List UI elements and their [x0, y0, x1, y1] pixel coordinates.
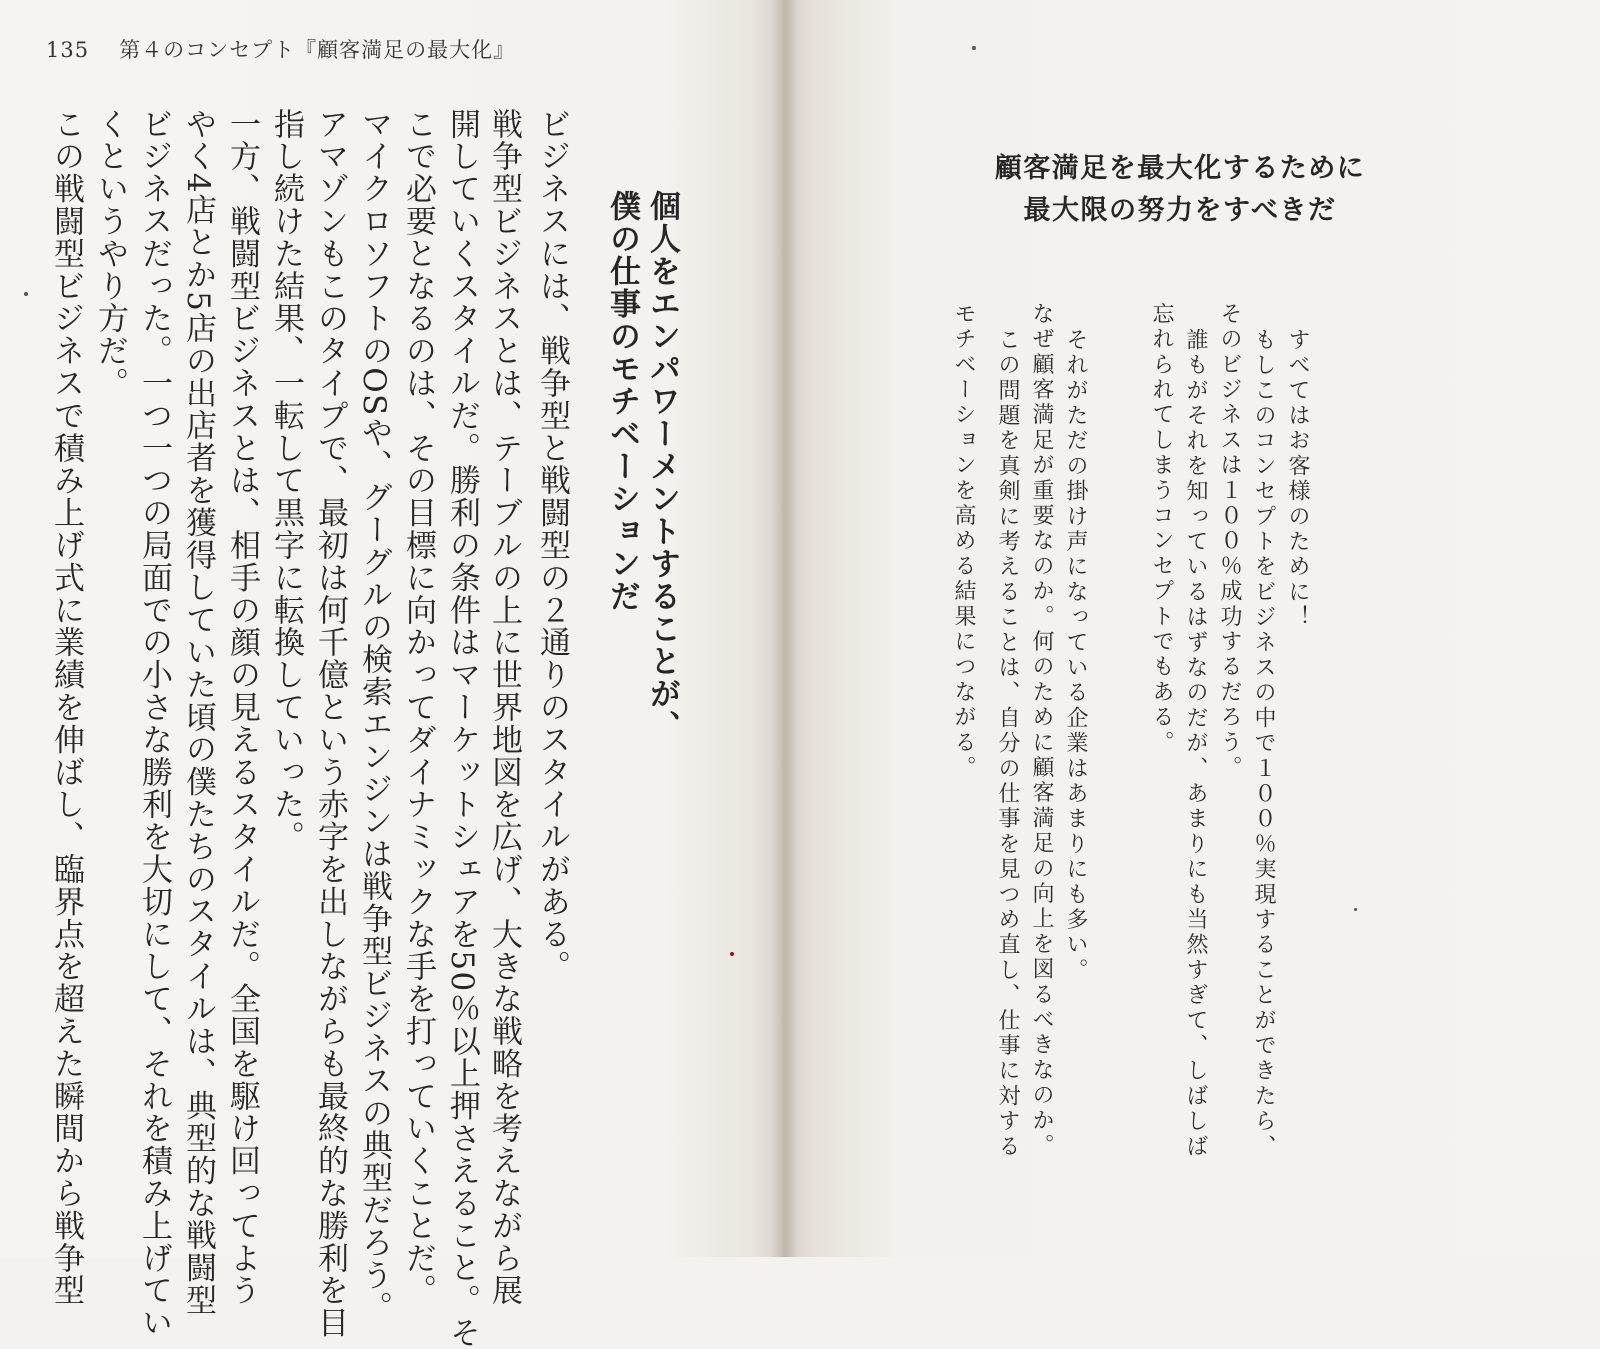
- body-line: やく4店とか5店の出店者を獲得していた頃の僕たちのスタイルは、典型的な戦闘型: [180, 108, 216, 1317]
- paper-speck: [972, 46, 976, 50]
- page-heading-line-2: 最大限の努力をすべきだ: [1023, 195, 1337, 226]
- page-heading: [900, 148, 1460, 232]
- body-line: ビジネスだった。一つ一つの局面での小さな勝利を大切にして、それを積み上げてい: [136, 108, 172, 1340]
- body-line: そのビジネスは１００％成功するだろう。: [1217, 302, 1242, 781]
- running-title: 第４のコンセプト『顧客満足の最大化』: [119, 38, 516, 62]
- page-number: 135: [46, 38, 90, 62]
- body-line: こで必要となるのは、その目標に向かってダイナミックな手を打っていくことだ。: [400, 108, 436, 1307]
- body-line: なぜ顧客満足が重要なのか。何のために顧客満足の向上を図るべきなのか。: [1029, 302, 1054, 1159]
- body-line: 忘れられてしまうコンセプトでもある。: [1149, 302, 1174, 756]
- body-line: マイクロソフトのOSや、グーグルの検索エンジンは戦争型ビジネスの典型だろう。: [356, 108, 392, 1324]
- paper-speck: [730, 952, 734, 956]
- body-line: モチベーションを高める結果につながる。: [951, 302, 976, 781]
- paper-speck: [1354, 908, 1357, 911]
- body-line: この戦闘型ビジネスで積み上げ式に業績を伸ばし、臨界点を超えた瞬間から戦争型: [48, 108, 84, 1307]
- body-line: それがただの掛け声になっている企業はあまりにも多い。: [1063, 328, 1088, 984]
- body-line: ビジネスには、戦争型と戦闘型の２通りのスタイルがある。: [534, 108, 570, 983]
- body-line: すべてはお客様のために！: [1285, 328, 1310, 631]
- body-line: くというやり方だ。: [92, 108, 128, 400]
- body-line: この問題を真剣に考えることは、自分の仕事を見つめ直し、仕事に対する: [995, 328, 1020, 1160]
- body-line: 指し続けた結果、一転して黒字に転換していった。: [268, 108, 304, 854]
- body-line: 開していくスタイルだ。勝利の条件はマーケットシェアを50％以上押さえること。そ: [444, 108, 480, 1349]
- body-line: 戦争型ビジネスとは、テーブルの上に世界地図を広げ、大きな戦略を考えながら展: [486, 108, 522, 1307]
- body-line: もしこのコンセプトをビジネスの中で１００％実現することができたら、: [1251, 328, 1276, 1160]
- paper-speck: [24, 292, 28, 296]
- page-heading-line-1: 顧客満足を最大化するために: [994, 153, 1366, 184]
- body-line: 誰もがそれを知っているはずなのだが、あまりにも当然すぎて、しばしば: [1183, 328, 1208, 1160]
- section-heading-line-2: 僕の仕事のモチベーションだ: [604, 190, 640, 613]
- section-heading-line-1: 個人をエンパワーメントすることが、: [644, 190, 680, 743]
- body-line: アマゾンもこのタイプで、最初は何千億という赤字を出しながらも最終的な勝利を目: [312, 108, 348, 1340]
- book-gutter: [770, 0, 798, 1257]
- running-head: [46, 34, 515, 64]
- body-line: 一方、戦闘型ビジネスとは、相手の顔の見えるスタイルだ。全国を駆け回ってよう: [224, 108, 260, 1307]
